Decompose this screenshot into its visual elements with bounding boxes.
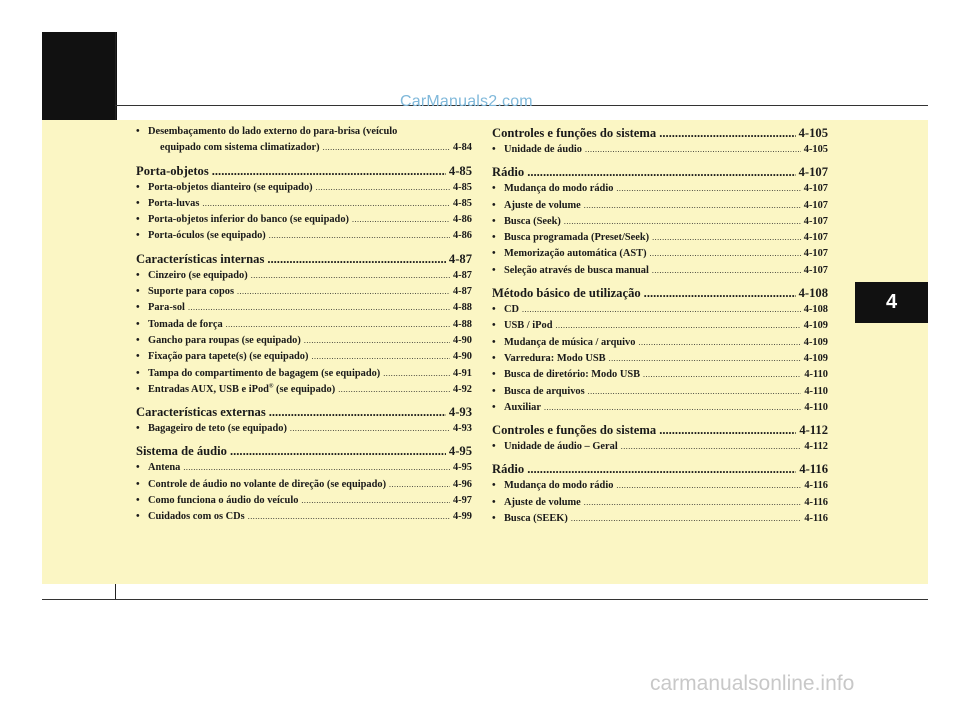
chapter-tab[interactable]: 4 <box>855 282 928 323</box>
page-number: 4-85 <box>452 181 472 193</box>
dot-leader <box>652 265 801 276</box>
page-number: 4-86 <box>452 230 472 242</box>
toc-section-entry[interactable] <box>492 165 828 183</box>
dot-leader <box>616 480 801 491</box>
entry-title: Memorização automática (AST) <box>504 248 647 260</box>
dot-leader <box>564 216 801 227</box>
entry-title: Antena <box>148 462 181 474</box>
toc-item-continuation[interactable] <box>136 142 472 158</box>
page-number: 4-95 <box>452 462 472 474</box>
toc-item-entry[interactable] <box>136 182 472 198</box>
toc-item-entry[interactable] <box>492 513 828 529</box>
entry-title: Rádio <box>492 165 525 180</box>
bullet-icon: • <box>492 336 496 348</box>
toc-section-entry[interactable] <box>136 444 472 462</box>
bullet-icon: • <box>136 462 140 474</box>
bullet-icon: • <box>136 126 140 137</box>
watermark-top: CarManuals2.com <box>400 93 533 110</box>
page-number: 4-107 <box>803 183 828 195</box>
bullet-icon: • <box>136 181 140 193</box>
entry-title: Busca (SEEK) <box>504 513 568 525</box>
dot-leader <box>226 319 450 330</box>
page-number: 4-105 <box>803 144 828 155</box>
entry-title: Tampa do compartimento de bagagem (se equipado) <box>148 367 381 379</box>
bullet-icon: • <box>136 367 140 379</box>
entry-title: Busca de arquivos <box>504 385 585 397</box>
toc-item-entry[interactable] <box>492 183 828 199</box>
entry-title: Como funciona o áudio do veículo <box>148 495 299 507</box>
page-number: 4-107 <box>803 248 828 260</box>
dot-leader <box>588 386 802 397</box>
page-number: 4-95 <box>448 444 472 459</box>
entry-title-tail: (se equipado) <box>273 383 336 395</box>
entry-title: Controles e funções do sistema <box>492 126 657 140</box>
entry-title: Mudança do modo rádio <box>504 480 614 492</box>
page-number: 4-93 <box>448 405 472 420</box>
bullet-icon: • <box>136 383 140 395</box>
entry-title: Gancho para roupas (se equipado) <box>148 334 301 346</box>
bullet-icon: • <box>492 248 496 260</box>
toc-item-entry[interactable] <box>492 386 828 402</box>
dot-leader <box>556 320 801 331</box>
dot-leader <box>230 444 446 459</box>
toc-item-entry[interactable] <box>492 232 828 248</box>
toc-item-entry[interactable] <box>492 353 828 369</box>
dot-leader <box>212 164 446 179</box>
toc-item-entry[interactable] <box>492 369 828 385</box>
bullet-icon: • <box>136 511 140 523</box>
toc-section-entry[interactable] <box>492 423 828 441</box>
dot-leader <box>650 248 801 259</box>
entry-title: Mudança do modo rádio <box>504 183 614 195</box>
bullet-icon: • <box>492 480 496 492</box>
bullet-icon: • <box>136 286 140 298</box>
bullet-icon: • <box>136 302 140 314</box>
corner-block <box>42 32 117 120</box>
toc-item-entry[interactable] <box>136 462 472 478</box>
toc-item-entry[interactable] <box>492 320 828 336</box>
dot-leader <box>652 232 801 243</box>
dot-leader <box>251 270 450 281</box>
dot-leader <box>571 513 802 524</box>
toc-item-entry[interactable] <box>136 335 472 351</box>
entry-title: CD <box>504 304 520 316</box>
toc-item-entry[interactable] <box>136 302 472 318</box>
toc-item-entry[interactable] <box>136 511 472 527</box>
entry-title: Suporte para copos <box>148 286 235 298</box>
dot-leader <box>383 368 450 379</box>
page-number: 4-107 <box>803 232 828 244</box>
bullet-icon: • <box>492 232 496 244</box>
page-number: 4-109 <box>803 352 828 364</box>
entry-title: USB / iPod <box>504 320 553 332</box>
entry-title: Fixação para tapete(s) (se equipado) <box>148 351 309 363</box>
dot-leader <box>188 302 450 313</box>
toc-item-entry[interactable] <box>492 248 828 264</box>
dot-leader <box>290 423 450 434</box>
entry-title: Cuidados com os CDs <box>148 511 245 523</box>
page-number: 4-110 <box>804 369 828 381</box>
toc-item-entry[interactable] <box>136 423 472 439</box>
dot-leader <box>389 479 450 490</box>
entry-title: Características externas <box>136 405 266 420</box>
bullet-icon: • <box>492 215 496 227</box>
entry-title: equipado com sistema climatizador) <box>160 142 320 154</box>
page-number: 4-107 <box>798 165 828 180</box>
toc-section-entry[interactable] <box>492 462 828 480</box>
dot-leader <box>338 384 450 395</box>
toc-item-entry[interactable] <box>136 286 472 302</box>
page-number: 4-88 <box>452 302 472 314</box>
toc-item-entry[interactable] <box>492 337 828 353</box>
dot-leader <box>527 462 796 477</box>
page-number: 4-93 <box>452 423 472 435</box>
watermark-bottom: carmanualsonline.info <box>650 672 855 695</box>
page-number: 4-91 <box>452 367 472 379</box>
entry-title: Ajuste de volume <box>504 199 581 211</box>
entry-title: Controles e funções do sistema <box>492 423 657 438</box>
toc-item-entry[interactable] <box>136 270 472 286</box>
page-number: 4-112 <box>804 441 828 453</box>
entry-title: Para-sol <box>148 302 185 314</box>
dot-leader <box>659 126 795 141</box>
page-number: 4-110 <box>804 385 828 397</box>
bullet-icon: • <box>492 199 496 211</box>
bullet-icon: • <box>492 441 496 453</box>
bullet-icon: • <box>492 352 496 364</box>
bullet-icon: • <box>492 401 496 413</box>
bullet-icon: • <box>492 304 496 316</box>
page-number: 4-107 <box>803 264 828 276</box>
bullet-icon: • <box>136 318 140 330</box>
page-number: 4-99 <box>452 511 472 523</box>
toc-item-entry[interactable] <box>492 402 828 418</box>
bullet-icon: • <box>492 385 496 397</box>
entry-title: Busca programada (Preset/Seek) <box>504 232 650 244</box>
bullet-icon: • <box>136 423 140 435</box>
dot-leader <box>638 337 800 348</box>
page-number: 4-108 <box>803 304 828 316</box>
dot-leader <box>584 200 801 211</box>
dot-leader <box>527 165 795 180</box>
bullet-icon: • <box>136 351 140 363</box>
toc-item-entry[interactable] <box>136 495 472 511</box>
dot-leader <box>316 182 450 193</box>
page-number: 4-109 <box>803 336 828 348</box>
entry-title: Sistema de áudio <box>136 444 227 459</box>
dot-leader <box>352 214 450 225</box>
dot-leader <box>323 142 450 153</box>
dot-leader <box>544 402 801 413</box>
entry-title: Porta-objetos inferior do banco (se equipado) <box>148 214 349 226</box>
page-number: 4-107 <box>803 199 828 211</box>
page-number: 4-88 <box>452 318 472 330</box>
bullet-icon: • <box>492 320 496 332</box>
toc-section-entry[interactable] <box>492 286 828 304</box>
page-number: 4-85 <box>448 163 472 178</box>
entry-title: Unidade de áudio <box>504 144 582 155</box>
entry-title: Cinzeiro (se equipado) <box>148 269 248 281</box>
toc-item-entry[interactable] <box>136 214 472 230</box>
bullet-icon: • <box>136 269 140 281</box>
dot-leader <box>659 423 796 438</box>
page-number: 4-105 <box>798 126 828 140</box>
dot-leader <box>311 351 449 362</box>
dot-leader <box>609 353 801 364</box>
entry-title: Bagageiro de teto (se equipado) <box>148 423 287 435</box>
entry-title: Ajuste de volume <box>504 496 581 508</box>
dot-leader <box>584 497 802 508</box>
dot-leader <box>202 198 450 209</box>
entry-title: Porta-luvas <box>148 197 200 209</box>
page-number: 4-112 <box>799 423 828 438</box>
page-number: 4-85 <box>452 197 472 209</box>
toc-item-entry[interactable] <box>136 351 472 367</box>
toc-right-column <box>492 126 828 529</box>
dot-leader <box>522 304 801 315</box>
page-number: 4-116 <box>804 513 828 525</box>
dot-leader <box>304 335 450 346</box>
page-number: 4-84 <box>452 142 472 154</box>
bullet-icon: • <box>136 197 140 209</box>
page-number: 4-87 <box>448 251 472 266</box>
page-number: 4-92 <box>452 383 472 395</box>
bullet-icon: • <box>136 334 140 346</box>
bullet-icon: • <box>136 478 140 490</box>
entry-title: Porta-objetos dianteiro (se equipado) <box>148 181 313 193</box>
toc-item-entry[interactable] <box>492 144 828 160</box>
toc-item-entry[interactable] <box>136 384 472 400</box>
bullet-icon: • <box>492 183 496 195</box>
dot-leader <box>237 286 450 297</box>
entry-title: Tomada de força <box>148 318 223 330</box>
entry-title: Busca (Seek) <box>504 215 561 227</box>
page-number: 4-116 <box>804 496 828 508</box>
toc-section-entry[interactable] <box>136 405 472 423</box>
entry-title: Desembaçamento do lado externo do para-brisa (veículo <box>148 126 398 137</box>
entry-title: Mudança de música / arquivo <box>504 336 636 348</box>
entry-title: Porta-óculos (se equipado) <box>148 230 266 242</box>
toc-left-column <box>136 126 472 528</box>
page-number: 4-108 <box>798 286 828 301</box>
bullet-icon: • <box>492 513 496 525</box>
page-number: 4-107 <box>803 215 828 227</box>
entry-title: Varredura: Modo USB <box>504 352 606 364</box>
page-number: 4-96 <box>452 478 472 490</box>
toc-item-entry[interactable] <box>492 304 828 320</box>
toc-section-entry[interactable] <box>136 252 472 270</box>
page-number: 4-109 <box>803 320 828 332</box>
dot-leader <box>248 511 450 522</box>
entry-title: Unidade de áudio – Geral <box>504 441 618 453</box>
dot-leader <box>644 286 796 301</box>
toc-section-entry[interactable] <box>136 164 472 182</box>
toc-item-entry[interactable] <box>136 126 472 142</box>
bullet-icon: • <box>136 214 140 226</box>
page-number: 4-97 <box>452 495 472 507</box>
footer-rule <box>42 599 928 600</box>
dot-leader <box>183 462 450 473</box>
dot-leader <box>585 144 801 155</box>
entry-title: Busca de diretório: Modo USB <box>504 369 641 381</box>
toc-item-entry[interactable] <box>492 265 828 281</box>
entry-title: Método básico de utilização <box>492 286 641 301</box>
toc-item-entry[interactable] <box>136 319 472 335</box>
bullet-icon: • <box>136 230 140 242</box>
toc-item-entry[interactable] <box>492 497 828 513</box>
entry-title: Auxiliar <box>504 401 541 413</box>
toc-item-entry[interactable] <box>136 198 472 214</box>
bullet-icon: • <box>492 496 496 508</box>
entry-title: Porta-objetos <box>136 163 209 178</box>
entry-title: Seleção através de busca manual <box>504 264 649 276</box>
dot-leader <box>269 230 450 241</box>
bullet-icon: • <box>492 264 496 276</box>
dot-leader <box>643 369 801 380</box>
page-number: 4-116 <box>799 462 828 477</box>
toc-section-entry[interactable] <box>492 126 828 144</box>
dot-leader <box>621 441 802 452</box>
page-number: 4-87 <box>452 269 472 281</box>
bullet-icon: • <box>492 144 496 155</box>
page-number: 4-90 <box>452 351 472 363</box>
registered-mark: ® <box>268 383 274 390</box>
toc-item-entry[interactable] <box>136 368 472 384</box>
toc-item-entry[interactable] <box>136 479 472 495</box>
bullet-icon: • <box>136 495 140 507</box>
bullet-icon: • <box>492 369 496 381</box>
entry-title: Características internas <box>136 251 265 266</box>
page-number: 4-110 <box>804 401 828 413</box>
entry-title: Entradas AUX, USB e iPod <box>148 383 269 395</box>
entry-title: Rádio <box>492 462 525 477</box>
page-number: 4-87 <box>452 286 472 298</box>
entry-title: Controle de áudio no volante de direção (se equipado) <box>148 478 387 490</box>
dot-leader <box>267 252 446 267</box>
toc-item-entry[interactable] <box>136 230 472 246</box>
page-number: 4-90 <box>452 334 472 346</box>
dot-leader <box>269 405 446 420</box>
toc-item-entry[interactable] <box>492 441 828 457</box>
toc-item-entry[interactable] <box>492 480 828 496</box>
toc-item-entry[interactable] <box>492 216 828 232</box>
toc-item-entry[interactable] <box>492 200 828 216</box>
page-number: 4-116 <box>804 480 828 492</box>
dot-leader <box>616 183 800 194</box>
page-number: 4-86 <box>452 214 472 226</box>
dot-leader <box>301 495 450 506</box>
